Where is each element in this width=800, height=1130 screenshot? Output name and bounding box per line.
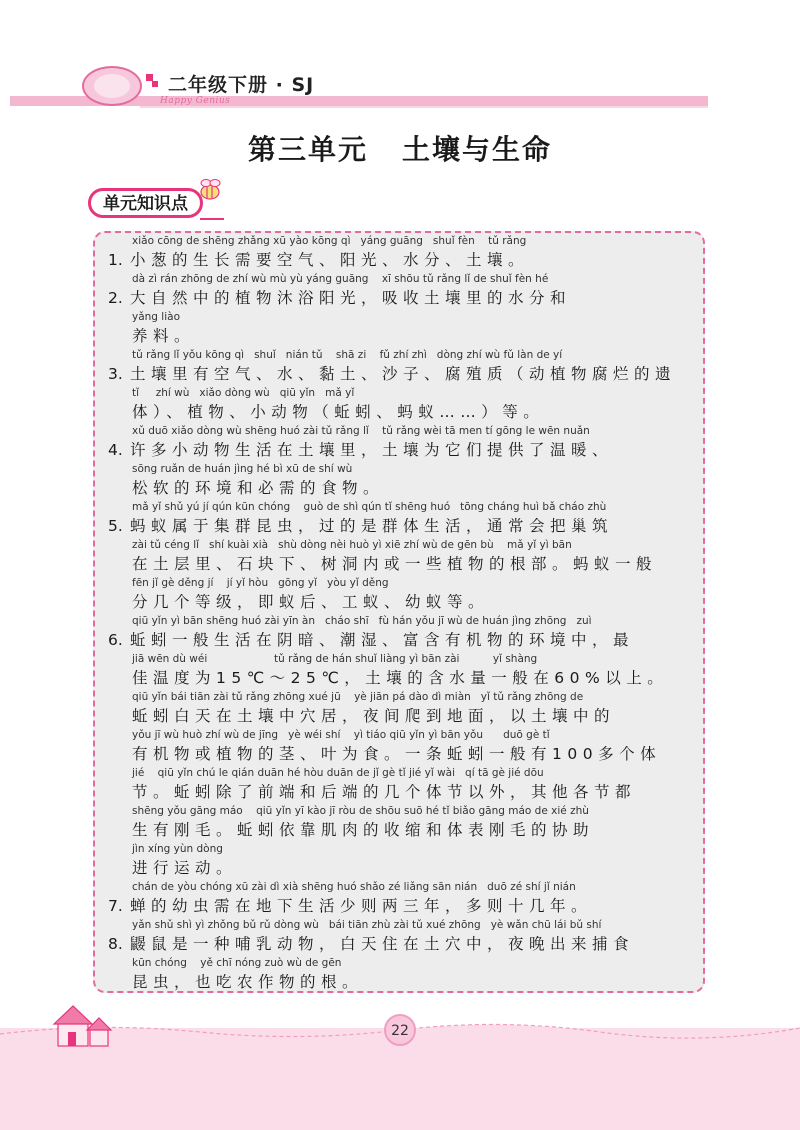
hanzi-line (108, 515, 698, 538)
header-pink-underline (140, 106, 708, 108)
pinyin-line: shēng yǒu gāng máo qiū yǐn yī kào jī ròu de shōu suō hé tǐ biǎo gāng máo de xié zhù (132, 805, 589, 817)
logo-inner (94, 74, 130, 98)
hanzi-text: 养料。 (132, 327, 196, 345)
hanzi-text: 小葱的生长需要空气、阳光、水分、土壤。 (130, 251, 530, 269)
item-number: 4. (108, 441, 123, 459)
pinyin-line: tǐ zhí wù xiǎo dòng wù qiū yǐn mǎ yǐ (132, 387, 355, 399)
knowledge-item (108, 424, 698, 500)
knowledge-item (108, 348, 698, 424)
item-number: 6. (108, 631, 123, 649)
pinyin-line: qiū yǐn yì bān shēng huó zài yīn àn cháo shī fù hán yǒu jī wù de huán jìng zhōng zuì (132, 615, 592, 627)
knowledge-item (108, 500, 698, 614)
hanzi-text: 鼹鼠是一种哺乳动物，白天住在土穴中，夜晚出来捕食 (130, 935, 635, 953)
hanzi-text: 在土层里、石块下、树洞内或一些植物的根部。蚂蚁一般 (132, 555, 658, 573)
hanzi-text: 佳温度为15℃～25℃，土壤的含水量一般在60%以上。 (132, 669, 669, 687)
page-header (0, 0, 800, 120)
hanzi-line (108, 857, 698, 880)
hanzi-text: 许多小动物生活在土壤里，土壤为它们提供了温暖、 (130, 441, 614, 459)
hanzi-line (108, 667, 698, 690)
hanzi-line (108, 971, 698, 994)
pinyin-line: sōng ruǎn de huán jìng hé bì xū de shí wù (132, 463, 353, 475)
pinyin-line: fēn jǐ gè děng jí jí yǐ hòu gōng yǐ yòu yǐ děng (132, 577, 389, 589)
pinyin-line: chán de yòu chóng xū zài dì xià shēng huó shǎo zé liǎng sān nián duō zé shí jǐ nián (132, 881, 576, 893)
pinyin-line: jìn xíng yùn dòng (132, 843, 223, 855)
hanzi-line (108, 439, 698, 462)
pinyin-line: yǎng liào (132, 311, 180, 323)
hanzi-text: 大自然中的植物沐浴阳光，吸收土壤里的水分和 (130, 289, 572, 307)
pinyin-line: jié qiū yǐn chú le qián duān hé hòu duān de jǐ gè tǐ jié yǐ wài qí tā gè jié dōu (132, 767, 544, 779)
pinyin-line: yǎn shǔ shì yì zhǒng bǔ rǔ dòng wù bái tiān zhù zài tǔ xué zhōng yè wǎn chū lái bǔ shí (132, 919, 602, 931)
hanzi-text: 体）、植物、小动物（蚯蚓、蚂蚁……）等。 (132, 403, 545, 421)
badge-underline (200, 218, 224, 220)
hanzi-line (108, 325, 698, 348)
hanzi-line (108, 287, 698, 310)
hanzi-line (108, 591, 698, 614)
hanzi-line (108, 705, 698, 728)
item-number: 2. (108, 289, 123, 307)
pinyin-line: tǔ rǎng lǐ yǒu kōng qì shuǐ nián tǔ shā zi fǔ zhí zhì dòng zhí wù fǔ làn de yí (132, 349, 563, 361)
hanzi-text: 进行运动。 (132, 859, 238, 877)
pinyin-line: xiǎo cōng de shēng zhǎng xū yào kōng qì yáng guāng shuǐ fèn tǔ rǎng (132, 235, 527, 247)
hanzi-text: 松软的环境和必需的食物。 (132, 479, 385, 497)
happy-genius-logo (82, 66, 142, 106)
pinyin-line: qiū yǐn bái tiān zài tǔ rǎng zhōng xué jū yè jiān pá dào dì miàn yǐ tǔ rǎng zhōng de (132, 691, 584, 703)
hanzi-line (108, 249, 698, 272)
hanzi-line (108, 553, 698, 576)
hanzi-line (108, 629, 698, 652)
item-number: 1. (108, 251, 123, 269)
hanzi-line (108, 781, 698, 804)
pinyin-line: jiā wēn dù wéi tǔ rǎng de hán shuǐ liàng yì bān zài yǐ shàng (132, 653, 538, 665)
hanzi-text: 土壤里有空气、水、黏土、沙子、腐殖质（动植物腐烂的遗 (130, 365, 677, 383)
hanzi-text: 节。蚯蚓除了前端和后端的几个体节以外，其他各节都 (132, 783, 637, 801)
hanzi-line (108, 401, 698, 424)
hanzi-text: 蚯蚓一般生活在阴暗、潮湿、富含有机物的环境中，最 (130, 631, 635, 649)
knowledge-item (108, 614, 698, 880)
knowledge-item (108, 918, 698, 994)
pinyin-line: dà zì rán zhōng de zhí wù mù yù yáng guāng xī shōu tǔ rǎng lǐ de shuǐ fèn hé (132, 273, 549, 285)
hanzi-line (108, 477, 698, 500)
unit-name: 土壤与生命 (402, 133, 553, 166)
hanzi-text: 有机物或植物的茎、叶为食。一条蚯蚓一般有100多个体 (132, 745, 662, 763)
item-number: 3. (108, 365, 123, 383)
hanzi-text: 蝉的幼虫需在地下生活少则两三年，多则十几年。 (130, 897, 593, 915)
grade-label: 二年级下册 · SJ (168, 74, 315, 96)
pinyin-line: mǎ yǐ shǔ yú jí qún kūn chóng guò de shì qún tǐ shēng huó tōng cháng huì bǎ cháo zhù (132, 501, 607, 513)
knowledge-list (108, 234, 698, 994)
hanzi-text: 生有刚毛。蚯蚓依靠肌肉的收缩和体表刚毛的协助 (132, 821, 595, 839)
knowledge-item (108, 272, 698, 348)
house-icon (50, 1000, 120, 1050)
hanzi-text: 蚂蚁属于集群昆虫，过的是群体生活，通常会把巢筑 (130, 517, 614, 535)
item-number: 5. (108, 517, 123, 535)
series-subtitle: Happy Genius (160, 96, 231, 106)
knowledge-item (108, 880, 698, 918)
hanzi-line (108, 933, 698, 956)
pinyin-line: xǔ duō xiǎo dòng wù shēng huó zài tǔ rǎng lǐ tǔ rǎng wèi tā men tí gōng le wēn nuǎn (132, 425, 590, 437)
pinyin-line: kūn chóng yě chī nóng zuò wù de gēn (132, 957, 342, 969)
bee-icon (196, 178, 224, 202)
hanzi-line (108, 363, 698, 386)
hanzi-text: 分几个等级，即蚁后、工蚁、幼蚁等。 (132, 593, 490, 611)
hanzi-text: 昆虫，也吃农作物的根。 (132, 973, 364, 991)
page-title (0, 128, 800, 168)
section-badge: 单元知识点 (88, 188, 203, 218)
unit-number: 第三单元 (247, 133, 368, 166)
pinyin-line: zài tǔ céng lǐ shí kuài xià shù dòng nèi huò yì xiē zhí wù de gēn bù mǎ yǐ yì bān (132, 539, 572, 551)
hanzi-line (108, 743, 698, 766)
item-number: 8. (108, 935, 123, 953)
knowledge-item (108, 234, 698, 272)
page-number: 22 (384, 1014, 416, 1046)
item-number: 7. (108, 897, 123, 915)
hanzi-line (108, 895, 698, 918)
hanzi-text: 蚯蚓白天在土壤中穴居，夜间爬到地面，以土壤中的 (132, 707, 616, 725)
pinyin-line: yǒu jī wù huò zhí wù de jīng yè wéi shí yì tiáo qiū yǐn yì bān yǒu duō gè tǐ (132, 729, 550, 741)
hanzi-line (108, 819, 698, 842)
decorative-squares-icon (146, 74, 162, 90)
